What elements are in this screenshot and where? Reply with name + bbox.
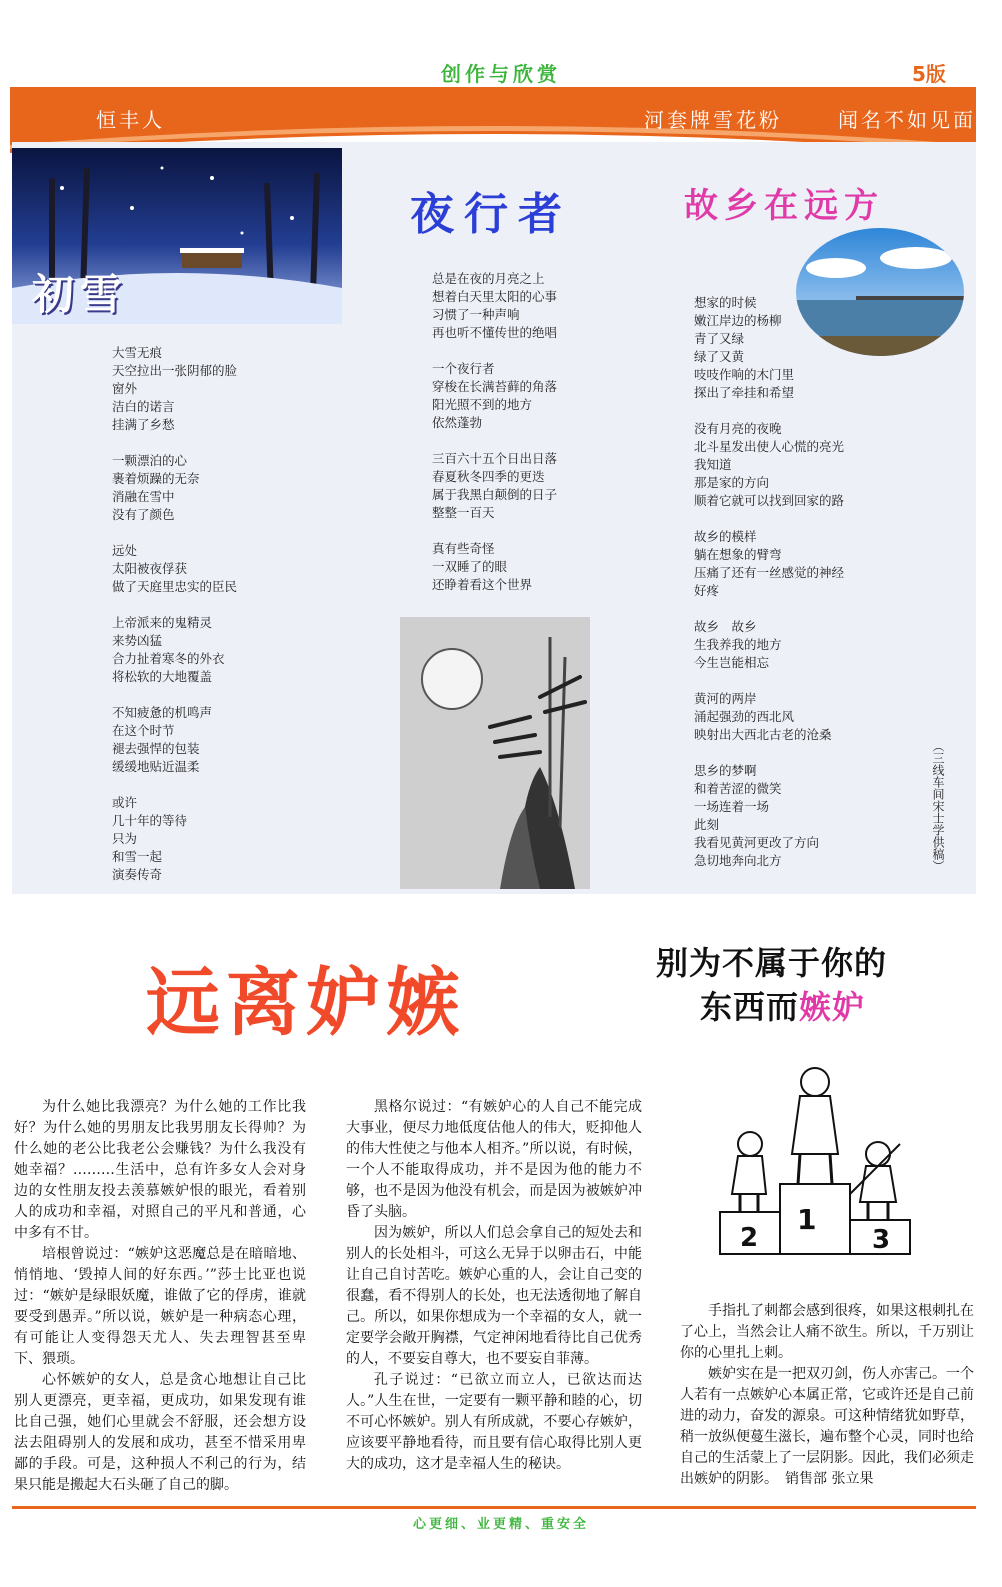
article-paragraph: 因为嫉妒，所以人们总会拿自己的短处去和别人的长处相斗，可这么无异于以卵击石，中能让自己自讨苦吃。嫉妒心重的人，会让自己变的很蠢，看不得别人的长处，也无法透彻地了解自己。所以，如果你想成为一个幸福的女人，就一定要学会敞开胸襟，气定神闲地看待比自己优秀的人，不要妄自尊大，也不要妄自菲薄。 [346,1225,642,1367]
poem-title-chuxue: 初雪 [32,270,129,319]
poem-body-yexingzhe [432,270,632,594]
article-column-3 [680,1301,974,1490]
poem-stanza: 故乡的模样 躺在想象的臂弯 压痛了还有一丝感觉的神经 好疼 [694,529,845,598]
poem-title-yexingzhe: 夜行者 [410,189,572,240]
article-paragraph: 黑格尔说过：“有嫉妒心的人自己不能完成大事业，便尽力地低度估他人的伟大，贬抑他人的伟大性使之与他本人相齐。”所以说，有时候，一个人不能取得成功，并不是因为他的能力不够，也不是因为他没有机会，而是因为被嫉妒冲昏了头脑。 [346,1099,642,1220]
article-column-1 [14,1097,306,1496]
poem-stanza: 三百六十五个日出日落 春夏秋冬四季的更迭 属于我黑白颠倒的日子 整整一百天 [432,451,558,520]
article-paragraph: 孔子说过：“已欲立而立人，已欲达而达人。”人生在世，一定要有一颗平静和睦的心，切不可心怀嫉妒。别人有所成就，不要心存嫉妒，应该要平静地看待，而且要有信心取得比别人更大的成功，这才是幸福人生的秘诀。 [346,1372,642,1472]
poem-credit: （三线车间宋士学供稿） [931,740,945,872]
cartoon-heading-highlight: 嫉妒 [799,988,866,1026]
podium-cartoon [700,1044,940,1264]
podium-first-number: 1 [797,1203,817,1236]
poem-body-guxiang [694,294,924,870]
poem-stanza: 真有些奇怪 一双睡了的眼 还睁着看这个世界 [432,541,533,592]
poem-stanza: 远处 太阳被夜俘获 做了天庭里忠实的臣民 [112,543,238,594]
article-paragraph: 培根曾说过：“嫉妒这恶魔总是在暗暗地、悄悄地、‘毁掉人间的好东西。’”莎士比亚也说过：“嫉妒是绿眼妖魔，谁做了它的俘虏，谁就要受到愚弄。”所以说，嫉妒是一种病态心理，有可能让人变得怨天尤人、失去理智甚至卑下、猥琐。 [14,1246,306,1367]
poem-stanza: 大雪无痕 天空拉出一张阴郁的脸 窗外 洁白的诺言 挂满了乡愁 [112,345,238,432]
article-paragraph: 手指扎了刺都会感到很疼，如果这根刺扎在了心上，当然会让人痛不欲生。所以，千万别让你的心里扎上刺。 [680,1303,974,1361]
article-paragraph: 心怀嫉妒的女人，总是贪心地想让自己比别人更漂亮，更幸福，更成功，如果发现有谁比自己强，她们心里就会不舒服，还会想方设法去阻碍别人的发展和成功，甚至不惜采用卑鄙的手段。可是，这种损人不利己的行为，结果只能是搬起大石头砸了自己的脚。 [14,1372,306,1493]
banner-brand: 河套牌雪花粉 [644,108,782,132]
article-paragraph: 嫉妒实在是一把双刃剑，伤人亦害己。一个人若有一点嫉妒心本属正常，它或许还是自己前进的动力，奋发的源泉。可这种情绪犹如野草，稍一放纵便蔓生滋长，遍布整个心灵，同时也给自己的生活蒙上了一层阴影。因此，我们必须走出嫉妒的阴影。 销售部 张立果 [680,1366,974,1487]
article-paragraph: 为什么她比我漂亮？为什么她的工作比我好？为什么她的男朋友比我男朋友长得帅？为什么她的老公比我老公会赚钱？为什么我没有她幸福？………生活中，总有许多女人会对身边的女性朋友投去羡慕嫉妒恨的眼光，看着别人的成功和幸福，对照自己的平凡和普通，心中多有不甘。 [14,1099,306,1241]
poem-stanza: 一颗漂泊的心 裹着烦躁的无奈 消融在雪中 没有了颜色 [112,453,200,522]
cartoon-heading-part: 东西而 [700,988,800,1026]
page-number: 5版 [912,62,946,86]
poem-stanza: 没有月亮的夜晚 北斗星发出使人心慌的亮光 我知道 那是家的方向 顺着它就可以找到回家的路 [694,421,845,508]
podium-second-number: 2 [740,1223,759,1253]
poem-stanza: 思乡的梦啊 和着苦涩的微笑 一场连着一场 此刻 我看见黄河更改了方向 急切地奔向北方 [694,763,820,868]
footer-divider [12,1506,976,1509]
section-header-title: 创作与欣赏 [441,62,561,86]
banner-company-name: 恒丰人 [96,108,165,132]
poem-stanza: 一个夜行者 穿梭在长满苔藓的角落 阳光照不到的地方 依然蓬勃 [432,361,558,430]
poem-stanza: 不知疲惫的机鸣声 在这个时节 褪去强悍的包装 缓缓地贴近温柔 [112,705,213,774]
poem-stanza: 想家的时候 嫩江岸边的杨柳 青了又绿 绿了又黄 吱吱作响的木门里 探出了牵挂和希望 [694,295,795,400]
poem-stanza: 总是在夜的月亮之上 想着白天里太阳的心事 习惯了一种声响 再也听不懂传世的绝唱 [432,271,558,340]
moon-bamboo-painting [400,617,590,889]
poem-stanza: 上帝派来的鬼精灵 来势凶猛 合力扯着寒冬的外衣 将松软的大地覆盖 [112,615,225,684]
poem-stanza: 黄河的两岸 涌起强劲的西北风 映射出大西北古老的沧桑 [694,691,832,742]
cartoon-heading-line2 [700,982,865,1028]
article-title: 远离妒嫉 [146,960,466,1046]
cartoon-heading-line1: 别为不属于你的 [656,944,888,982]
footer-slogan: 心更细、业更精、重安全 [412,1517,589,1532]
poem-body-chuxue [112,344,342,884]
article-column-2 [346,1097,642,1475]
poem-stanza: 故乡 故乡 生我养我的地方 今生岂能相忘 [694,619,782,670]
banner-slogan: 闻名不如见面 [838,108,976,132]
poem-stanza: 或许 几十年的等待 只为 和雪一起 演奏传奇 [112,795,188,882]
poem-title-guxiang: 故乡在远方 [684,186,884,226]
podium-third-number: 3 [872,1225,891,1255]
